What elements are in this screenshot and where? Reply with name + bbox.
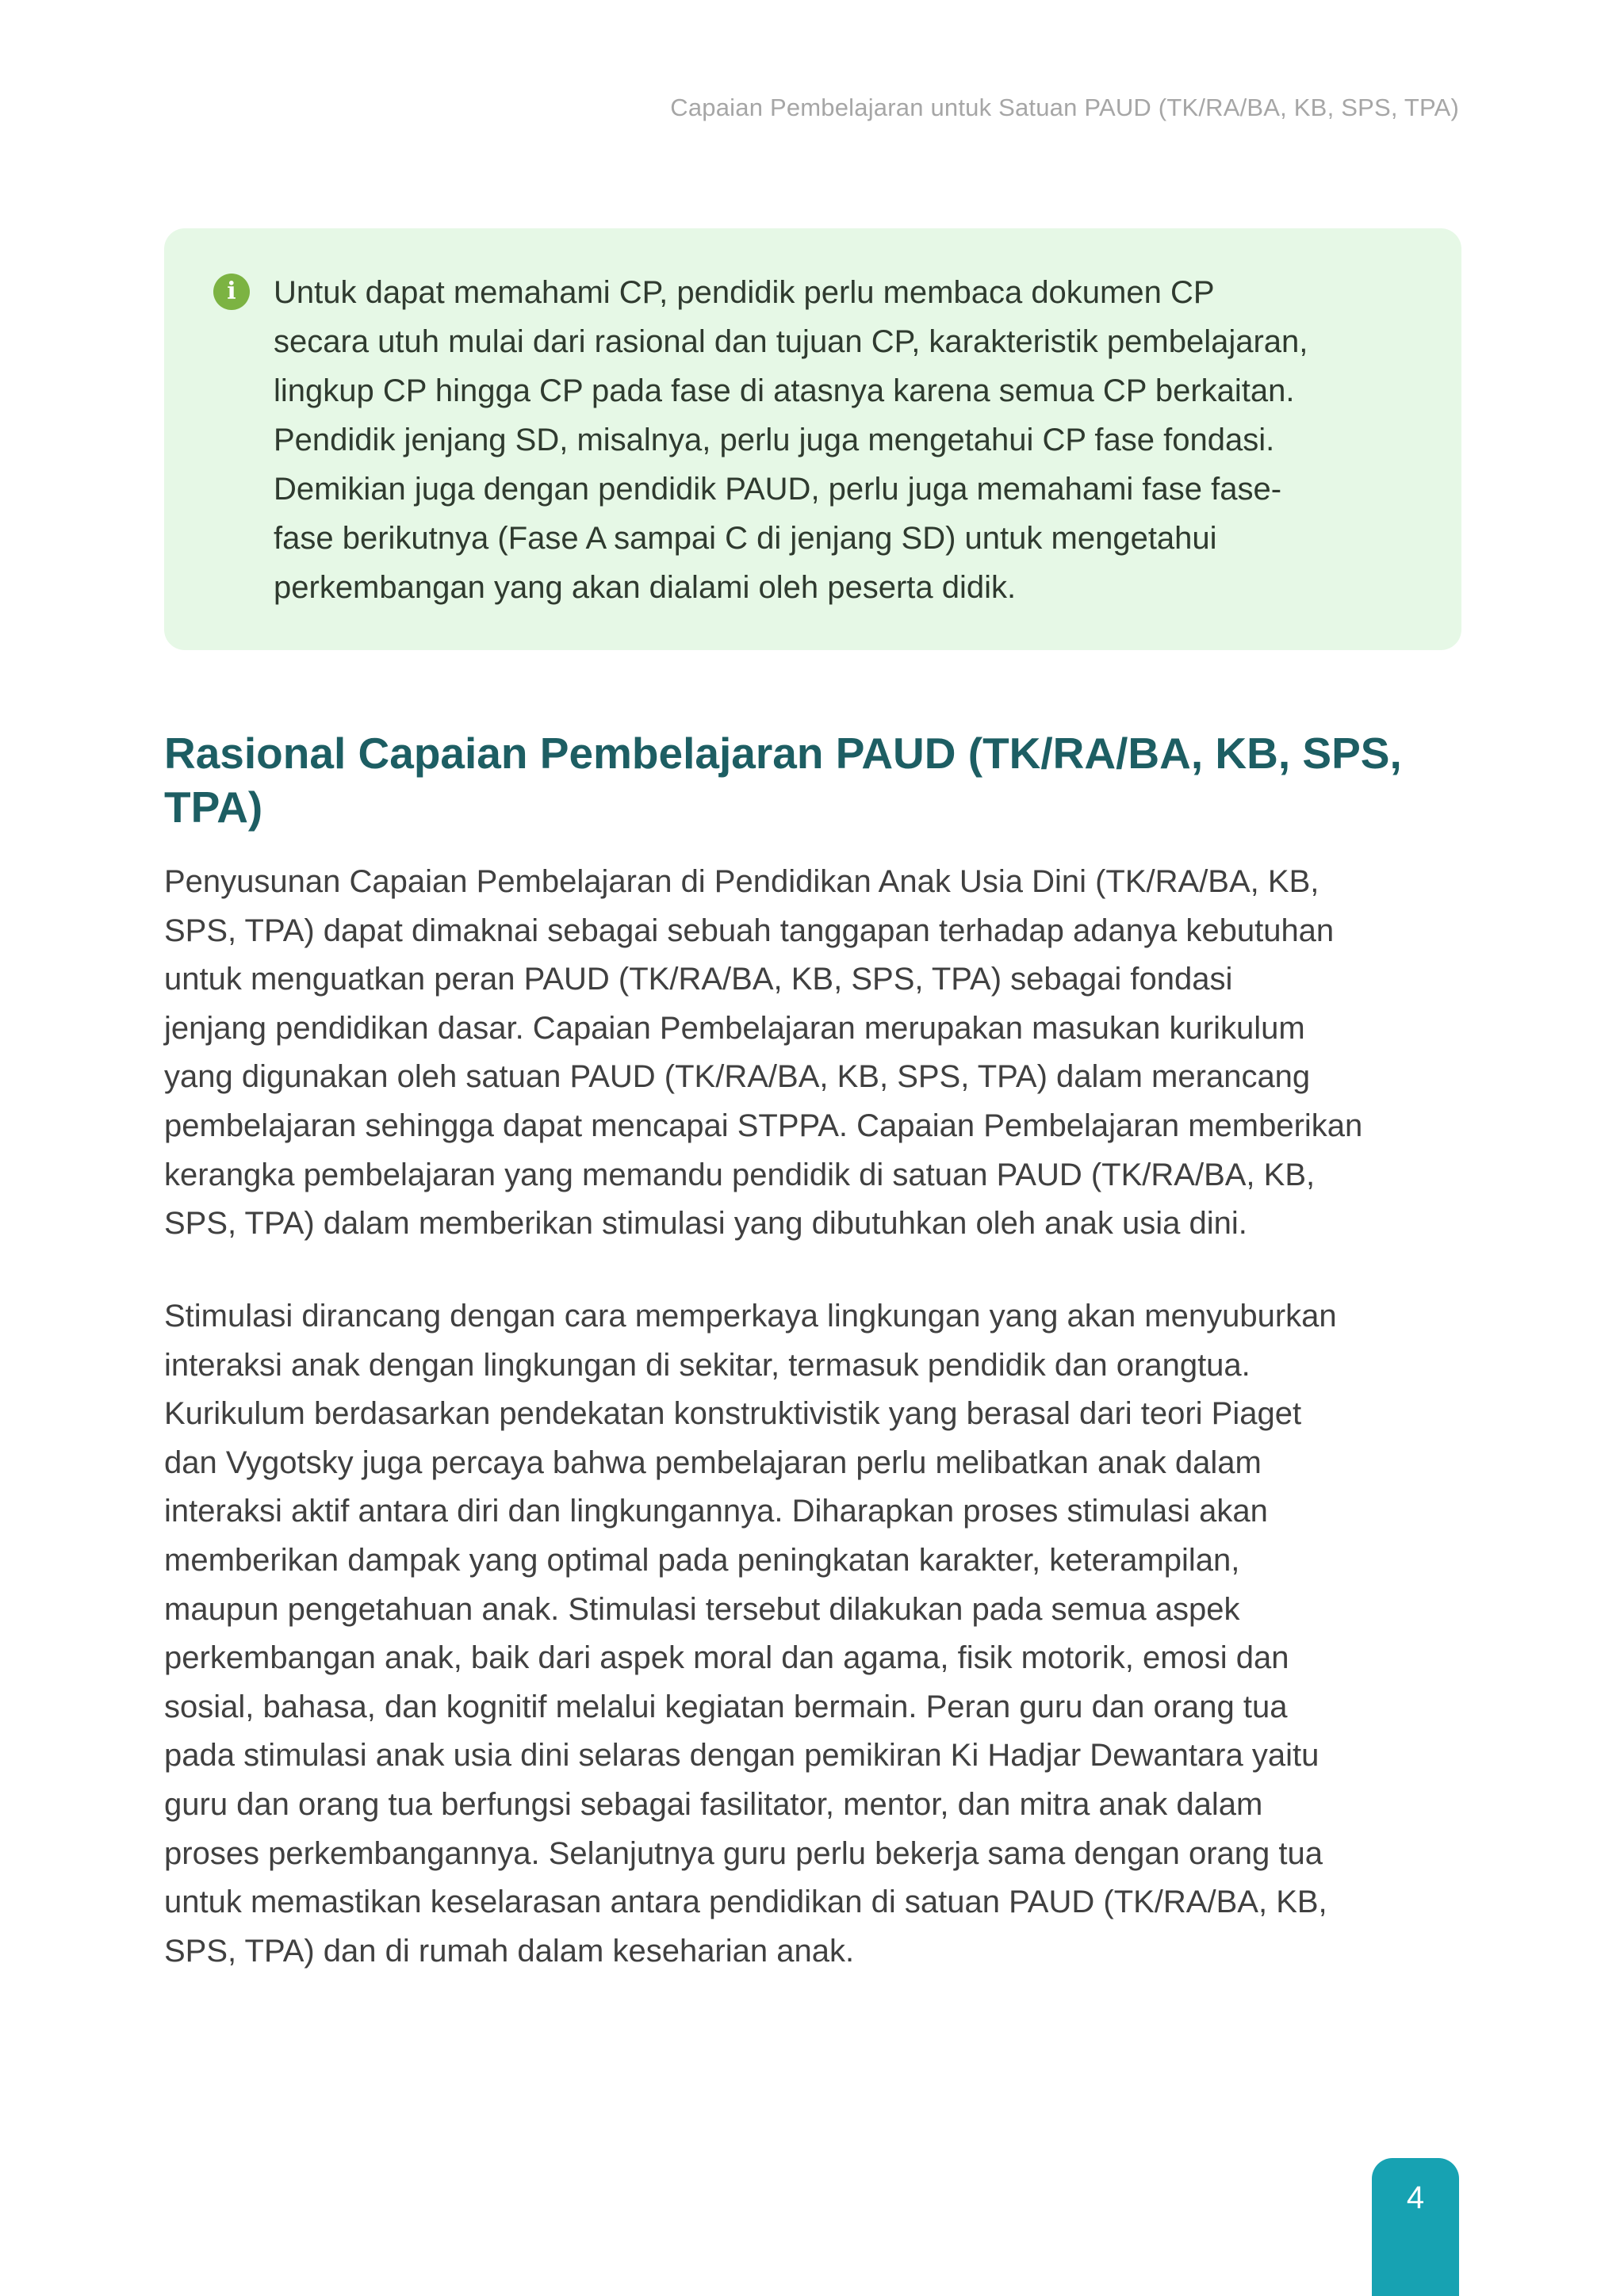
info-line: fase berikutnya (Fase A sampai C di jenjang SD) untuk mengetahui bbox=[274, 521, 1217, 556]
paragraph-line: guru dan orang tua berfungsi sebagai fasilitator, mentor, dan mitra anak dalam bbox=[164, 1786, 1263, 1822]
running-header: Capaian Pembelajaran untuk Satuan PAUD (TK/RA/BA, KB, SPS, TPA) bbox=[670, 94, 1459, 121]
info-icon: i bbox=[213, 274, 250, 310]
paragraph-2 bbox=[164, 1292, 1512, 1976]
paragraph-line: interaksi aktif antara diri dan lingkungannya. Diharapkan proses stimulasi akan bbox=[164, 1494, 1268, 1529]
paragraph-line: pembelajaran sehingga dapat mencapai STPPA. Capaian Pembelajaran memberikan bbox=[164, 1108, 1363, 1143]
paragraph-line: proses perkembangannya. Selanjutnya guru perlu bekerja sama dengan orang tua bbox=[164, 1835, 1323, 1871]
paragraph-line: untuk memastikan keselarasan antara pendidikan di satuan PAUD (TK/RA/BA, KB, bbox=[164, 1885, 1327, 1920]
info-line: Pendidik jenjang SD, misalnya, perlu juga mengetahui CP fase fondasi. bbox=[274, 423, 1275, 457]
paragraph-line: SPS, TPA) dapat dimaknai sebagai sebuah tanggapan terhadap adanya kebutuhan bbox=[164, 913, 1335, 948]
paragraph-1 bbox=[164, 858, 1512, 1249]
paragraph-line: maupun pengetahuan anak. Stimulasi tersebut dilakukan pada semua aspek bbox=[164, 1591, 1240, 1627]
paragraph-line: interaksi anak dengan lingkungan di sekitar, termasuk pendidik dan orangtua. bbox=[164, 1347, 1251, 1383]
page-number-tab bbox=[1372, 2158, 1459, 2296]
paragraph-line: perkembangan anak, baik dari aspek moral dan agama, fisik motorik, emosi dan bbox=[164, 1640, 1289, 1676]
paragraph-line: Kurikulum berdasarkan pendekatan konstruktivistik yang berasal dari teori Piaget bbox=[164, 1396, 1302, 1432]
paragraph-line: SPS, TPA) dan di rumah dalam keseharian anak. bbox=[164, 1933, 855, 1969]
paragraph-line: yang digunakan oleh satuan PAUD (TK/RA/BA, KB, SPS, TPA) dalam merancang bbox=[164, 1059, 1311, 1095]
paragraph-line: sosial, bahasa, dan kognitif melalui kegiatan bermain. Peran guru dan orang tua bbox=[164, 1689, 1288, 1724]
paragraph-line: kerangka pembelajaran yang memandu pendidik di satuan PAUD (TK/RA/BA, KB, bbox=[164, 1157, 1316, 1192]
paragraph-line: dan Vygotsky juga percaya bahwa pembelajaran perlu melibatkan anak dalam bbox=[164, 1445, 1262, 1480]
paragraph-line: Penyusunan Capaian Pembelajaran di Pendidikan Anak Usia Dini (TK/RA/BA, KB, bbox=[164, 864, 1320, 899]
paragraph-line: SPS, TPA) dalam memberikan stimulasi yang dibutuhkan oleh anak usia dini. bbox=[164, 1206, 1247, 1242]
heading-line: Rasional Capaian Pembelajaran PAUD (TK/RA/BA, KB, SPS, bbox=[164, 729, 1402, 778]
paragraph-line: Stimulasi dirancang dengan cara memperkaya lingkungan yang akan menyuburkan bbox=[164, 1299, 1337, 1334]
info-line: Demikian juga dengan pendidik PAUD, perlu juga memahami fase fase- bbox=[274, 472, 1282, 507]
info-line: lingkup CP hingga CP pada fase di atasnya karena semua CP berkaitan. bbox=[274, 373, 1295, 408]
paragraph-line: jenjang pendidikan dasar. Capaian Pembelajaran merupakan masukan kurikulum bbox=[164, 1010, 1305, 1046]
paragraph-line: untuk menguatkan peran PAUD (TK/RA/BA, KB, SPS, TPA) sebagai fondasi bbox=[164, 962, 1233, 997]
info-line: Untuk dapat memahami CP, pendidik perlu membaca dokumen CP bbox=[274, 275, 1215, 310]
info-callout-text bbox=[274, 268, 1439, 612]
paragraph-line: memberikan dampak yang optimal pada peningkatan karakter, keterampilan, bbox=[164, 1542, 1240, 1578]
info-line: perkembangan yang akan dialami oleh peserta didik. bbox=[274, 570, 1017, 605]
paragraph-line: pada stimulasi anak usia dini selaras dengan pemikiran Ki Hadjar Dewantara yaitu bbox=[164, 1738, 1320, 1774]
section-heading bbox=[164, 726, 1512, 834]
info-line: secara utuh mulai dari rasional dan tujuan CP, karakteristik pembelajaran, bbox=[274, 324, 1308, 359]
page-number: 4 bbox=[1406, 2180, 1425, 2215]
heading-line: TPA) bbox=[164, 783, 263, 832]
info-callout bbox=[164, 228, 1461, 650]
